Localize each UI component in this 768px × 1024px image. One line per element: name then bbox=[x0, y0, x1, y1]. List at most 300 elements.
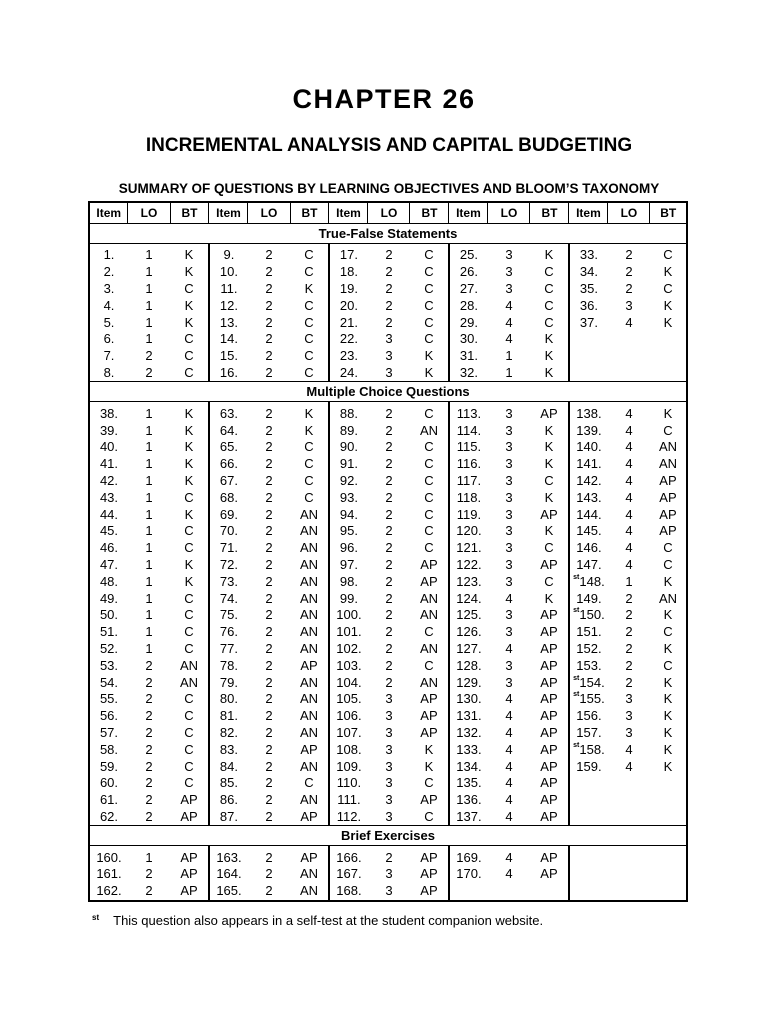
item-cell: 48. bbox=[99, 573, 119, 589]
lo-cell: 2 bbox=[265, 573, 273, 589]
item-cell: 105. bbox=[329, 691, 368, 708]
lo-cell: 2 bbox=[145, 741, 153, 757]
bt-cell: K bbox=[663, 674, 673, 690]
lo-cell: 2 bbox=[385, 297, 393, 313]
item-cell: 160. bbox=[96, 849, 122, 865]
lo-cell bbox=[608, 809, 650, 826]
item-cell: 49. bbox=[99, 590, 119, 606]
bt-cell: AP bbox=[540, 708, 558, 724]
bt-cell: K bbox=[544, 439, 554, 455]
bt-cell: C bbox=[184, 331, 194, 347]
item-cell: 146. bbox=[569, 540, 608, 557]
bt-cell bbox=[650, 365, 687, 382]
lo-cell: 4 bbox=[505, 331, 513, 347]
lo-cell: 2 bbox=[265, 297, 273, 313]
bt-cell: AN bbox=[299, 523, 319, 539]
bt-cell: K bbox=[184, 405, 194, 421]
lo-cell: 2 bbox=[265, 674, 273, 690]
item-cell: 138. bbox=[569, 402, 608, 422]
table-row bbox=[89, 264, 687, 281]
item-cell: 102. bbox=[329, 641, 368, 658]
item-number: 155. bbox=[579, 691, 605, 707]
item-number: 154. bbox=[579, 674, 605, 690]
item-cell: 152. bbox=[569, 641, 608, 658]
item-cell: 65. bbox=[209, 439, 248, 456]
bt-cell: K bbox=[663, 405, 673, 421]
lo-cell: 2 bbox=[265, 506, 273, 522]
lo-cell: 2 bbox=[385, 405, 393, 421]
bt-cell: C bbox=[544, 540, 554, 556]
table-row bbox=[89, 439, 687, 456]
lo-cell: 4 bbox=[625, 741, 633, 757]
item-cell bbox=[569, 866, 608, 883]
lo-cell: 4 bbox=[625, 489, 633, 505]
lo-cell: 2 bbox=[265, 314, 273, 330]
lo-cell: 2 bbox=[385, 624, 393, 640]
lo-cell: 2 bbox=[625, 264, 633, 280]
lo-cell: 4 bbox=[505, 724, 513, 740]
item-cell: 63. bbox=[209, 402, 248, 422]
bt-cell: AP bbox=[420, 792, 438, 808]
bt-cell: C bbox=[304, 472, 314, 488]
footnote bbox=[92, 913, 543, 928]
item-cell bbox=[569, 365, 608, 382]
item-cell: 40. bbox=[99, 439, 119, 455]
bt-cell: AN bbox=[299, 691, 319, 707]
item-cell: 43. bbox=[99, 489, 119, 505]
column-header-lo: LO bbox=[128, 202, 170, 224]
lo-cell: 1 bbox=[145, 607, 153, 623]
chapter-subtitle: INCREMENTAL ANALYSIS AND CAPITAL BUDGETING bbox=[145, 135, 633, 156]
bt-cell: AN bbox=[419, 590, 438, 606]
bt-cell: AN bbox=[299, 540, 319, 556]
lo-cell: 3 bbox=[385, 758, 393, 774]
bt-cell: AP bbox=[420, 708, 438, 724]
section-header-row bbox=[89, 224, 687, 244]
lo-cell: 2 bbox=[265, 657, 273, 673]
item-cell: 46. bbox=[99, 540, 119, 556]
lo-cell: 3 bbox=[505, 674, 513, 690]
lo-cell: 2 bbox=[265, 741, 273, 757]
item-cell: 165. bbox=[209, 883, 248, 901]
bt-cell: C bbox=[184, 775, 194, 791]
item-cell: 80. bbox=[209, 691, 248, 708]
bt-cell: K bbox=[663, 573, 673, 589]
lo-cell: 4 bbox=[505, 808, 513, 824]
lo-cell: 3 bbox=[385, 775, 393, 791]
bt-cell: K bbox=[663, 708, 673, 724]
lo-cell: 2 bbox=[265, 264, 273, 280]
bt-cell: C bbox=[184, 724, 194, 740]
lo-cell bbox=[488, 883, 530, 901]
item-cell: 117. bbox=[449, 473, 488, 490]
item-cell: 84. bbox=[209, 758, 248, 775]
bt-cell: AP bbox=[540, 724, 558, 740]
bt-cell: C bbox=[544, 314, 554, 330]
bt-cell: C bbox=[424, 472, 434, 488]
column-header-item: Item bbox=[449, 202, 488, 224]
bt-cell: AP bbox=[420, 724, 438, 740]
table-row bbox=[89, 725, 687, 742]
item-cell: 97. bbox=[329, 557, 368, 574]
lo-cell: 3 bbox=[385, 741, 393, 757]
bt-cell: C bbox=[184, 607, 194, 623]
bt-cell: K bbox=[544, 489, 554, 505]
bt-cell: K bbox=[184, 556, 194, 572]
item-cell bbox=[569, 775, 608, 792]
lo-cell: 2 bbox=[265, 624, 273, 640]
lo-cell: 4 bbox=[505, 758, 513, 774]
table-row bbox=[89, 331, 687, 348]
item-cell: 60. bbox=[99, 775, 119, 791]
table-row bbox=[89, 641, 687, 658]
table-row bbox=[89, 883, 687, 901]
bt-cell: AP bbox=[300, 808, 318, 824]
column-header-bt: BT bbox=[290, 202, 329, 224]
item-cell: 20. bbox=[329, 297, 368, 314]
item-cell: 31. bbox=[449, 348, 488, 365]
item-cell: 168. bbox=[329, 883, 368, 901]
lo-cell: 2 bbox=[265, 775, 273, 791]
bt-cell: K bbox=[663, 297, 673, 313]
bt-cell: C bbox=[424, 405, 434, 421]
bt-cell: K bbox=[304, 280, 314, 296]
bt-cell: C bbox=[184, 741, 194, 757]
bt-cell: C bbox=[184, 691, 194, 707]
item-cell: 115. bbox=[449, 439, 488, 456]
item-cell: 42. bbox=[99, 472, 119, 488]
item-cell: 35. bbox=[569, 281, 608, 298]
bt-cell: C bbox=[424, 808, 434, 824]
lo-cell: 1 bbox=[145, 456, 153, 472]
bt-cell: K bbox=[184, 456, 194, 472]
lo-cell: 2 bbox=[145, 364, 153, 380]
bt-cell bbox=[650, 809, 687, 826]
lo-cell: 3 bbox=[625, 691, 633, 707]
item-cell: 39. bbox=[99, 422, 119, 438]
item-cell: 131. bbox=[449, 708, 488, 725]
item-cell: 156. bbox=[569, 708, 608, 725]
lo-cell: 2 bbox=[385, 849, 393, 865]
bt-cell: K bbox=[663, 691, 673, 707]
bt-cell: AP bbox=[420, 556, 438, 572]
lo-cell: 3 bbox=[385, 724, 393, 740]
item-cell: 142. bbox=[569, 473, 608, 490]
self-test-mark: st bbox=[573, 674, 580, 682]
lo-cell: 1 bbox=[145, 472, 153, 488]
lo-cell: 2 bbox=[265, 792, 273, 808]
bt-cell: AP bbox=[540, 775, 558, 791]
item-cell: 110. bbox=[329, 775, 368, 792]
bt-cell bbox=[650, 883, 687, 901]
lo-cell: 1 bbox=[145, 849, 153, 865]
item-cell: 122. bbox=[449, 557, 488, 574]
bt-cell: AN bbox=[419, 607, 438, 623]
item-cell: 164. bbox=[209, 866, 248, 883]
item-cell: 22. bbox=[329, 331, 368, 348]
lo-cell: 2 bbox=[385, 472, 393, 488]
lo-cell: 2 bbox=[265, 866, 273, 882]
item-number: 158. bbox=[579, 741, 605, 757]
item-cell: 51. bbox=[99, 624, 119, 640]
bt-cell: C bbox=[424, 523, 434, 539]
table-row bbox=[89, 314, 687, 331]
item-cell bbox=[569, 792, 608, 809]
bt-cell: K bbox=[544, 590, 554, 606]
bt-cell: AP bbox=[180, 808, 198, 824]
item-cell: 166. bbox=[329, 846, 368, 866]
table-row bbox=[89, 708, 687, 725]
item-cell: 73. bbox=[209, 573, 248, 590]
item-cell: 15. bbox=[209, 348, 248, 365]
item-cell: 108. bbox=[329, 741, 368, 758]
item-cell: 74. bbox=[209, 590, 248, 607]
lo-cell: 3 bbox=[385, 708, 393, 724]
section-header-row bbox=[89, 826, 687, 846]
lo-cell: 2 bbox=[145, 674, 153, 690]
bt-cell: AP bbox=[659, 506, 677, 522]
item-cell: 10. bbox=[209, 264, 248, 281]
table-row bbox=[89, 866, 687, 883]
lo-cell: 2 bbox=[145, 708, 153, 724]
item-cell: 1. bbox=[103, 247, 115, 263]
lo-cell: 4 bbox=[505, 640, 513, 656]
table-row bbox=[89, 557, 687, 574]
section-header-row bbox=[89, 382, 687, 402]
lo-cell: 2 bbox=[265, 556, 273, 572]
item-cell: 123. bbox=[449, 573, 488, 590]
bt-cell: AN bbox=[658, 456, 677, 472]
bt-cell: AN bbox=[658, 590, 677, 606]
lo-cell: 4 bbox=[625, 556, 633, 572]
bt-cell: C bbox=[544, 573, 554, 589]
item-cell: 87. bbox=[209, 809, 248, 826]
lo-cell: 2 bbox=[385, 607, 393, 623]
lo-cell: 2 bbox=[145, 657, 153, 673]
table-row bbox=[89, 489, 687, 506]
bt-cell: C bbox=[304, 775, 314, 791]
bt-cell: K bbox=[544, 456, 554, 472]
lo-cell: 4 bbox=[625, 523, 633, 539]
item-cell: 29. bbox=[449, 314, 488, 331]
bt-cell: AP bbox=[180, 849, 198, 865]
item-number: 150. bbox=[579, 607, 605, 623]
item-cell: 9. bbox=[209, 244, 248, 264]
item-cell: 162. bbox=[96, 883, 122, 899]
item-cell bbox=[569, 607, 608, 624]
bt-cell: AP bbox=[180, 792, 198, 808]
table-row bbox=[89, 691, 687, 708]
lo-cell: 3 bbox=[385, 348, 393, 364]
lo-cell: 3 bbox=[505, 405, 513, 421]
lo-cell: 3 bbox=[505, 422, 513, 438]
lo-cell bbox=[608, 348, 650, 365]
item-cell: 92. bbox=[329, 473, 368, 490]
item-cell: 14. bbox=[209, 331, 248, 348]
lo-cell: 2 bbox=[385, 674, 393, 690]
item-cell: 6. bbox=[103, 331, 115, 347]
item-cell: 128. bbox=[449, 657, 488, 674]
table-row bbox=[89, 540, 687, 557]
item-cell: 44. bbox=[99, 506, 119, 522]
item-cell: 113. bbox=[449, 402, 488, 422]
lo-cell: 2 bbox=[385, 556, 393, 572]
item-cell: 26. bbox=[449, 264, 488, 281]
item-cell: 133. bbox=[449, 741, 488, 758]
item-cell: 32. bbox=[449, 365, 488, 382]
item-cell: 143. bbox=[569, 489, 608, 506]
item-cell: 100. bbox=[329, 607, 368, 624]
bt-cell: AP bbox=[540, 792, 558, 808]
item-cell: 153. bbox=[569, 657, 608, 674]
lo-cell: 1 bbox=[145, 331, 153, 347]
lo-cell: 3 bbox=[505, 556, 513, 572]
lo-cell: 2 bbox=[145, 775, 153, 791]
item-cell: 77. bbox=[209, 641, 248, 658]
lo-cell bbox=[608, 792, 650, 809]
lo-cell: 3 bbox=[505, 607, 513, 623]
lo-cell: 2 bbox=[265, 422, 273, 438]
bt-cell: AN bbox=[299, 590, 319, 606]
lo-cell: 3 bbox=[505, 573, 513, 589]
column-header-bt: BT bbox=[170, 202, 209, 224]
bt-cell bbox=[530, 883, 569, 901]
lo-cell: 2 bbox=[265, 849, 273, 865]
item-cell: 61. bbox=[99, 792, 119, 808]
lo-cell: 2 bbox=[265, 883, 273, 899]
item-cell: 163. bbox=[209, 846, 248, 866]
self-test-mark: st bbox=[573, 691, 580, 699]
lo-cell: 2 bbox=[265, 758, 273, 774]
bt-cell: C bbox=[424, 624, 434, 640]
item-cell: 137. bbox=[449, 809, 488, 826]
bt-cell: AP bbox=[420, 866, 438, 882]
bt-cell: C bbox=[184, 364, 194, 380]
bt-cell: C bbox=[304, 247, 314, 263]
item-cell: 75. bbox=[209, 607, 248, 624]
item-cell: 17. bbox=[329, 244, 368, 264]
item-cell: 99. bbox=[329, 590, 368, 607]
bt-cell: AN bbox=[299, 624, 319, 640]
bt-cell: C bbox=[304, 456, 314, 472]
item-cell: 126. bbox=[449, 624, 488, 641]
column-header-item: Item bbox=[569, 202, 608, 224]
section-title: Brief Exercises bbox=[89, 826, 687, 846]
bt-cell: K bbox=[424, 364, 434, 380]
lo-cell: 4 bbox=[625, 405, 633, 421]
bt-cell: C bbox=[184, 489, 194, 505]
item-cell bbox=[449, 883, 488, 901]
chapter-title: CHAPTER 26 bbox=[292, 84, 476, 114]
table-row bbox=[89, 590, 687, 607]
item-cell bbox=[569, 846, 608, 866]
lo-cell: 2 bbox=[625, 280, 633, 296]
lo-cell: 2 bbox=[385, 489, 393, 505]
lo-cell: 1 bbox=[145, 573, 153, 589]
table-row bbox=[89, 422, 687, 439]
lo-cell: 2 bbox=[265, 456, 273, 472]
lo-cell: 2 bbox=[265, 439, 273, 455]
item-cell: 88. bbox=[329, 402, 368, 422]
item-number: 148. bbox=[579, 573, 605, 589]
item-cell: 83. bbox=[209, 741, 248, 758]
item-cell: 38. bbox=[99, 405, 119, 421]
summary-heading: SUMMARY OF QUESTIONS BY LEARNING OBJECTIVES AND BLOOM’S TAXONOMY bbox=[118, 181, 660, 196]
question-summary-table bbox=[88, 201, 688, 902]
lo-cell: 2 bbox=[145, 758, 153, 774]
table-row bbox=[89, 792, 687, 809]
table-row bbox=[89, 775, 687, 792]
lo-cell: 2 bbox=[625, 624, 633, 640]
lo-cell: 2 bbox=[145, 348, 153, 364]
section-title: True-False Statements bbox=[89, 224, 687, 244]
table-row bbox=[89, 846, 687, 866]
lo-cell: 1 bbox=[145, 405, 153, 421]
bt-cell: AN bbox=[658, 439, 677, 455]
item-cell bbox=[569, 741, 608, 758]
item-cell: 145. bbox=[569, 523, 608, 540]
item-cell: 121. bbox=[449, 540, 488, 557]
lo-cell: 3 bbox=[505, 456, 513, 472]
table-row bbox=[89, 573, 687, 590]
lo-cell bbox=[608, 846, 650, 866]
bt-cell: AN bbox=[299, 674, 319, 690]
item-cell: 33. bbox=[569, 244, 608, 264]
item-cell: 107. bbox=[329, 725, 368, 742]
item-cell: 76. bbox=[209, 624, 248, 641]
lo-cell: 2 bbox=[385, 590, 393, 606]
lo-cell: 2 bbox=[265, 348, 273, 364]
item-cell: 132. bbox=[449, 725, 488, 742]
bt-cell: AN bbox=[299, 866, 319, 882]
bt-cell: K bbox=[544, 331, 554, 347]
lo-cell: 4 bbox=[505, 691, 513, 707]
bt-cell: AP bbox=[659, 472, 677, 488]
lo-cell: 2 bbox=[145, 866, 153, 882]
lo-cell: 2 bbox=[385, 657, 393, 673]
lo-cell: 2 bbox=[265, 405, 273, 421]
bt-cell: K bbox=[424, 758, 434, 774]
item-cell: 52. bbox=[99, 640, 119, 656]
lo-cell: 4 bbox=[625, 422, 633, 438]
item-cell: 8. bbox=[103, 364, 115, 380]
lo-cell: 2 bbox=[145, 883, 153, 899]
lo-cell: 2 bbox=[385, 540, 393, 556]
item-cell: 118. bbox=[449, 489, 488, 506]
bt-cell: AN bbox=[299, 792, 319, 808]
bt-cell: C bbox=[663, 624, 673, 640]
bt-cell: AP bbox=[300, 849, 318, 865]
bt-cell: C bbox=[304, 348, 314, 364]
lo-cell: 3 bbox=[385, 691, 393, 707]
footnote-mark: st bbox=[92, 913, 100, 922]
lo-cell: 4 bbox=[505, 590, 513, 606]
item-cell: 112. bbox=[329, 809, 368, 826]
item-cell: 94. bbox=[329, 506, 368, 523]
lo-cell: 3 bbox=[625, 708, 633, 724]
table-row bbox=[89, 244, 687, 264]
lo-cell: 3 bbox=[505, 439, 513, 455]
item-cell: 109. bbox=[329, 758, 368, 775]
item-cell: 78. bbox=[209, 657, 248, 674]
bt-cell: K bbox=[544, 247, 554, 263]
bt-cell: AP bbox=[420, 691, 438, 707]
bt-cell: C bbox=[304, 331, 314, 347]
bt-cell: K bbox=[544, 422, 554, 438]
lo-cell: 2 bbox=[385, 439, 393, 455]
lo-cell: 4 bbox=[505, 741, 513, 757]
column-header-bt: BT bbox=[410, 202, 449, 224]
